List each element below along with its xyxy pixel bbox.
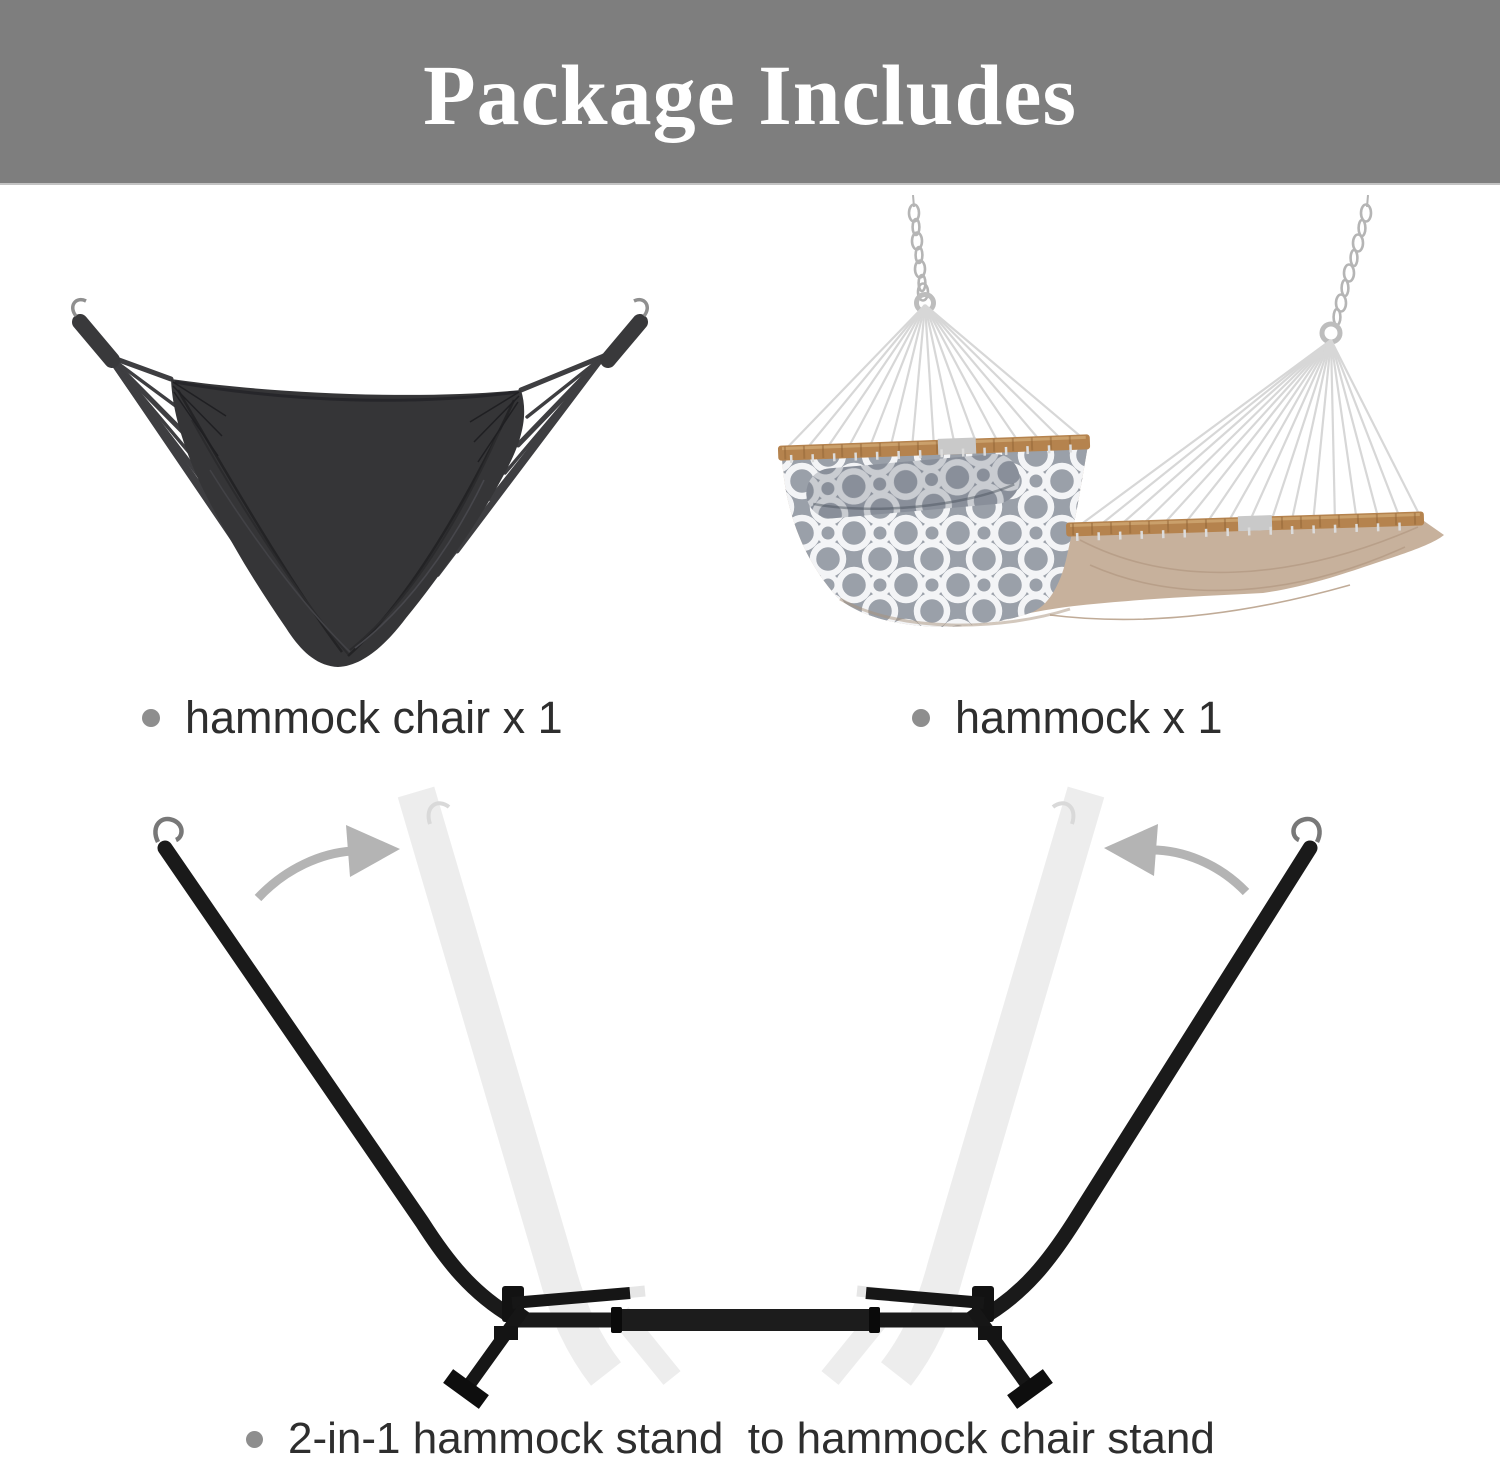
header-banner [0,0,1500,185]
left-chain-icon [909,195,928,301]
right-bar-clamp [1238,515,1272,531]
chair-right-hook-icon [634,300,647,316]
hammock-illustration [750,195,1460,675]
stand-base [611,1307,880,1333]
stand-hook-left-icon [155,819,181,842]
hammock-chair-figure [50,270,670,700]
rotate-arrow-left-icon [258,825,400,898]
base-collar [611,1307,622,1333]
right-chain-icon [1334,195,1371,325]
item-label-hammock [912,692,1223,744]
left-bar-clamp [938,437,977,454]
rotate-arrow-right-icon [1104,824,1246,892]
stand-hook-right-icon [1294,819,1320,842]
item-label-text: hammock chair x 1 [185,692,563,743]
stand-figure [100,780,1400,1410]
hammock-figure [750,195,1460,675]
item-label-stand [246,1414,1215,1460]
item-label-text: hammock x 1 [955,692,1223,743]
chair-fabric [171,379,524,667]
chair-left-hook-icon [73,300,86,316]
item-label-hammock-chair [142,692,563,744]
ghost-pole-left [416,792,672,1378]
bullet-dot-icon [246,1431,263,1448]
base-collar [869,1307,880,1333]
bullet-dot-icon [912,709,930,727]
stand-frame [165,848,1310,1320]
chair-right-hanger [608,300,647,360]
stand-illustration [100,780,1400,1410]
item-label-text: 2-in-1 hammock stand to hammock chair stand [288,1414,1215,1460]
chair-left-hanger [73,300,112,360]
bullet-dot-icon [142,709,160,727]
hammock-bed [782,445,1444,627]
hammock-chair-illustration [50,270,670,700]
page-title: Package Includes [423,46,1077,143]
right-hanging-ring-icon [1322,324,1340,342]
